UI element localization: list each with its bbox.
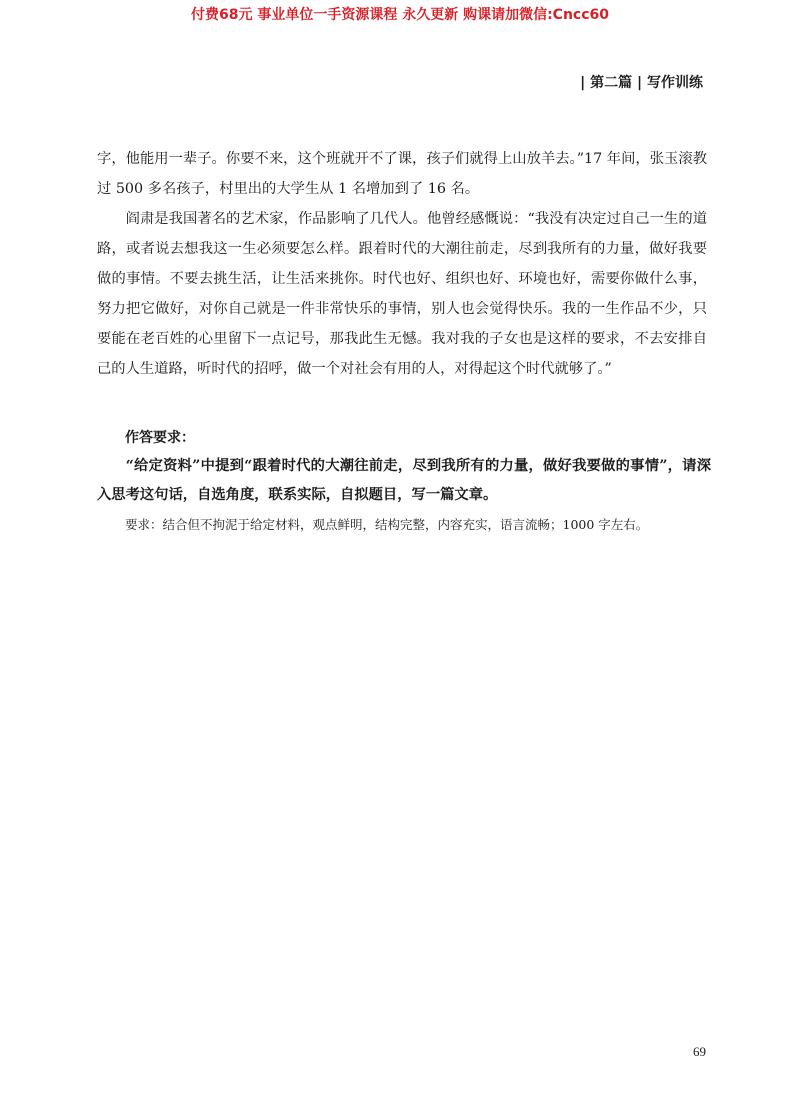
body-text: [97, 144, 707, 384]
requirements-heading: 作答要求：: [125, 430, 195, 446]
paragraph-yan-su: 阎肃是我国著名的艺术家，作品影响了几代人。他曾经感慨说：“我没有决定过自己一生的道路，或者说去想我这一生必须要怎么样。跟着时代的大潮往前走，尽到我所有的力量，做好我要做的事情。不要去挑生活，让生活来挑你。时代也好、组织也好、环境也好，需要你做什么事，努力把它做好，对你自己就是一件非常快乐的事情，别人也会觉得快乐。我的一生作品不少，只要能在老百姓的心里留下一点记号，那我此生无憾。我对我的子女也是这样的要求，不去安排自己的人生道路，听时代的招呼，做一个对社会有用的人，对得起这个时代就够了。”: [97, 211, 707, 377]
watermark-banner: 付费68元 事业单位一手资源课程 永久更新 购课请加微信:Cncc60: [190, 7, 610, 23]
paragraph-continuation: 字，他能用一辈子。你要不来，这个班就开不了课，孩子们就得上山放羊去。”17 年间，张玉滚教过 500 多名孩子，村里出的大学生从 1 名增加到了 16 名。: [97, 151, 707, 197]
running-head: | 第二篇 | 写作训练: [580, 75, 703, 91]
essay-prompt: “给定资料”中提到“跟着时代的大潮往前走，尽到我所有的力量，做好我要做的事情”，请深入思考这句话，自选角度，联系实际，自拟题目，写一篇文章。: [97, 458, 711, 503]
essay-constraints: 要求：结合但不拘泥于给定材料，观点鲜明，结构完整，内容充实，语言流畅；1000 字左右。: [125, 517, 649, 532]
answer-requirements: [97, 424, 711, 540]
page-number: 69: [693, 1044, 706, 1059]
